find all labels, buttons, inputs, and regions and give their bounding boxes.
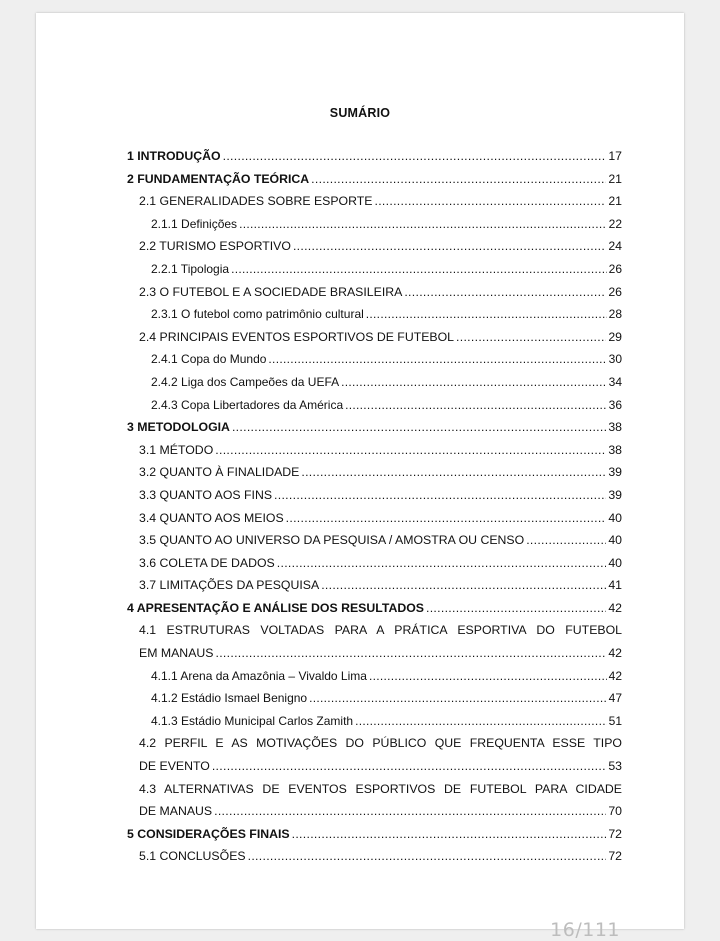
toc-entry-page: 38 bbox=[608, 442, 622, 457]
toc-entry[interactable] bbox=[127, 149, 622, 172]
toc-entry-text: 5.1 CONCLUSÕES bbox=[139, 849, 246, 864]
toc-entry-text: 2 FUNDAMENTAÇÃO TEÓRICA bbox=[127, 171, 310, 186]
toc-entry[interactable] bbox=[127, 465, 622, 488]
toc-entry-page: 41 bbox=[608, 578, 622, 593]
toc-entry-page: 53 bbox=[608, 759, 622, 774]
toc-entry-text: 1 INTRODUÇÃO bbox=[127, 149, 221, 163]
leader-dots bbox=[268, 352, 606, 366]
leader-dots bbox=[301, 465, 606, 479]
toc-entry-text: 2.4.1 Copa do Mundo bbox=[151, 352, 267, 367]
toc-entry-text: 2.1 GENERALIDADES SOBRE ESPORTE bbox=[139, 194, 373, 209]
leader-dots bbox=[212, 759, 606, 773]
toc-entry-text: 3.1 MÉTODO bbox=[139, 442, 214, 457]
leader-dots bbox=[274, 488, 606, 502]
toc-entry[interactable] bbox=[127, 578, 622, 601]
toc-entry[interactable] bbox=[127, 172, 622, 195]
leader-dots bbox=[239, 217, 607, 231]
toc-entry-wrapped-line[interactable]: 4.1 ESTRUTURAS VOLTADAS PARA A PRÁTICA ESPORTIVA DO FUTEBOL bbox=[139, 623, 622, 638]
table-of-contents bbox=[127, 149, 622, 872]
toc-entry[interactable] bbox=[127, 398, 622, 421]
leader-dots bbox=[426, 601, 606, 615]
toc-entry-page: 26 bbox=[608, 284, 622, 299]
toc-entry-text: 2.2.1 Tipologia bbox=[151, 261, 230, 276]
toc-entry-page: 36 bbox=[608, 397, 622, 412]
toc-entry-page: 24 bbox=[608, 239, 622, 254]
toc-entry-page: 29 bbox=[608, 329, 622, 344]
leader-dots bbox=[309, 691, 607, 705]
toc-entry-page: 40 bbox=[608, 533, 622, 548]
toc-heading: SUMÁRIO bbox=[329, 106, 391, 120]
toc-entry[interactable] bbox=[127, 849, 622, 872]
toc-entry-text: EM MANAUS bbox=[139, 646, 214, 661]
toc-entry-wrapped-line[interactable]: 4.3 ALTERNATIVAS DE EVENTOS ESPORTIVOS DE FUTEBOL PARA CIDADE bbox=[139, 781, 622, 796]
leader-dots bbox=[456, 330, 606, 344]
leader-dots bbox=[321, 578, 606, 592]
toc-entry-text: 2.4.2 Liga dos Campeões da UEFA bbox=[151, 374, 340, 389]
leader-dots bbox=[366, 307, 607, 321]
toc-entry-text: 3.4 QUANTO AOS MEIOS bbox=[139, 510, 284, 525]
leader-dots bbox=[526, 533, 606, 547]
toc-entry[interactable] bbox=[127, 352, 622, 375]
toc-entry[interactable] bbox=[127, 375, 622, 398]
leader-dots bbox=[277, 556, 607, 570]
toc-entry[interactable] bbox=[127, 714, 622, 737]
toc-entry[interactable] bbox=[127, 511, 622, 534]
toc-entry[interactable] bbox=[127, 239, 622, 262]
toc-entry-text: 2.3 O FUTEBOL E A SOCIEDADE BRASILEIRA bbox=[139, 284, 403, 299]
toc-entry-text: 2.1.1 Definições bbox=[151, 216, 238, 231]
toc-entry-page: 17 bbox=[608, 149, 622, 163]
toc-entry-text: 3.7 LIMITAÇÕES DA PESQUISA bbox=[139, 578, 320, 593]
toc-entry-page: 42 bbox=[608, 668, 622, 683]
toc-entry[interactable] bbox=[127, 533, 622, 556]
toc-entry-text: 3.6 COLETA DE DADOS bbox=[139, 555, 275, 570]
document-page bbox=[36, 13, 684, 941]
toc-entry-text: 4.1.3 Estádio Municipal Carlos Zamith bbox=[151, 713, 354, 728]
leader-dots bbox=[232, 420, 606, 434]
toc-entry-text: DE MANAUS bbox=[139, 804, 213, 819]
toc-entry-page: 30 bbox=[608, 352, 622, 367]
toc-entry-page: 72 bbox=[608, 826, 622, 841]
toc-entry-text: 3 METODOLOGIA bbox=[127, 420, 230, 435]
toc-entry-page: 21 bbox=[608, 171, 622, 186]
toc-entry[interactable] bbox=[127, 285, 622, 308]
toc-entry-page: 22 bbox=[608, 216, 622, 231]
toc-entry[interactable] bbox=[127, 759, 622, 782]
toc-entry-page: 51 bbox=[608, 713, 622, 728]
toc-entry-page: 72 bbox=[608, 849, 622, 864]
toc-entry-text: 4.1.1 Arena da Amazônia – Vivaldo Lima bbox=[151, 668, 367, 683]
leader-dots bbox=[355, 714, 607, 728]
leader-dots bbox=[215, 443, 606, 457]
toc-entry[interactable] bbox=[127, 669, 622, 692]
toc-entry-text: 5 CONSIDERAÇÕES FINAIS bbox=[127, 826, 290, 841]
toc-entry[interactable] bbox=[127, 601, 622, 624]
toc-entry-page: 39 bbox=[608, 465, 622, 480]
toc-entry-text: 4.1.2 Estádio Ismael Benigno bbox=[151, 691, 308, 706]
leader-dots bbox=[341, 375, 607, 389]
leader-dots bbox=[286, 511, 607, 525]
toc-entry-wrapped-line[interactable]: 4.2 PERFIL E AS MOTIVAÇÕES DO PÚBLICO QUE FREQUENTA ESSE TIPO bbox=[139, 736, 622, 751]
toc-entry-page: 40 bbox=[608, 555, 622, 570]
leader-dots bbox=[311, 172, 606, 186]
toc-entry[interactable] bbox=[127, 691, 622, 714]
toc-entry-page: 42 bbox=[608, 646, 622, 661]
toc-entry-text: 3.5 QUANTO AO UNIVERSO DA PESQUISA / AMOSTRA OU CENSO bbox=[139, 533, 525, 548]
leader-dots bbox=[214, 804, 606, 818]
toc-entry-page: 70 bbox=[608, 804, 622, 819]
toc-entry-text: 3.3 QUANTO AOS FINS bbox=[139, 487, 273, 502]
leader-dots bbox=[369, 669, 607, 683]
toc-entry-page: 28 bbox=[608, 307, 622, 322]
toc-entry-page: 47 bbox=[608, 691, 622, 706]
toc-entry-text: 2.3.1 O futebol como patrimônio cultural bbox=[151, 307, 364, 322]
toc-entry-text: 2.4 PRINCIPAIS EVENTOS ESPORTIVOS DE FUTEBOL bbox=[139, 329, 455, 344]
toc-entry-text: 3.2 QUANTO À FINALIDADE bbox=[139, 465, 300, 480]
toc-entry[interactable] bbox=[127, 488, 622, 511]
toc-entry-text: DE EVENTO bbox=[139, 759, 210, 774]
toc-entry[interactable] bbox=[127, 556, 622, 579]
leader-dots bbox=[215, 646, 606, 660]
toc-entry-text: 4 APRESENTAÇÃO E ANÁLISE DOS RESULTADOS bbox=[127, 600, 424, 615]
toc-entry[interactable] bbox=[127, 646, 622, 669]
toc-entry[interactable] bbox=[127, 194, 622, 217]
leader-dots bbox=[404, 285, 606, 299]
toc-entry-page: 42 bbox=[608, 600, 622, 615]
toc-entry-page: 40 bbox=[608, 510, 622, 525]
leader-dots bbox=[375, 194, 607, 208]
toc-entry[interactable] bbox=[127, 262, 622, 285]
toc-entry-page: 39 bbox=[608, 487, 622, 502]
toc-entry[interactable] bbox=[127, 330, 622, 353]
toc-entry-page: 34 bbox=[608, 374, 622, 389]
toc-entry-text: 2.4.3 Copa Libertadores da América bbox=[151, 397, 344, 412]
toc-entry-page: 21 bbox=[608, 194, 622, 209]
toc-entry[interactable] bbox=[127, 307, 622, 330]
leader-dots bbox=[231, 262, 607, 276]
leader-dots bbox=[248, 849, 607, 863]
leader-dots bbox=[292, 827, 607, 841]
leader-dots bbox=[223, 149, 607, 163]
page-indicator: 16/111 bbox=[550, 919, 620, 941]
toc-entry[interactable] bbox=[127, 420, 622, 443]
leader-dots bbox=[345, 398, 607, 412]
toc-entry[interactable] bbox=[127, 827, 622, 850]
toc-entry[interactable] bbox=[127, 217, 622, 240]
toc-entry-text: 2.2 TURISMO ESPORTIVO bbox=[139, 239, 291, 254]
toc-entry[interactable] bbox=[127, 443, 622, 466]
toc-entry-page: 38 bbox=[608, 420, 622, 435]
leader-dots bbox=[293, 239, 606, 253]
toc-entry-page: 26 bbox=[608, 261, 622, 276]
toc-entry[interactable] bbox=[127, 804, 622, 827]
